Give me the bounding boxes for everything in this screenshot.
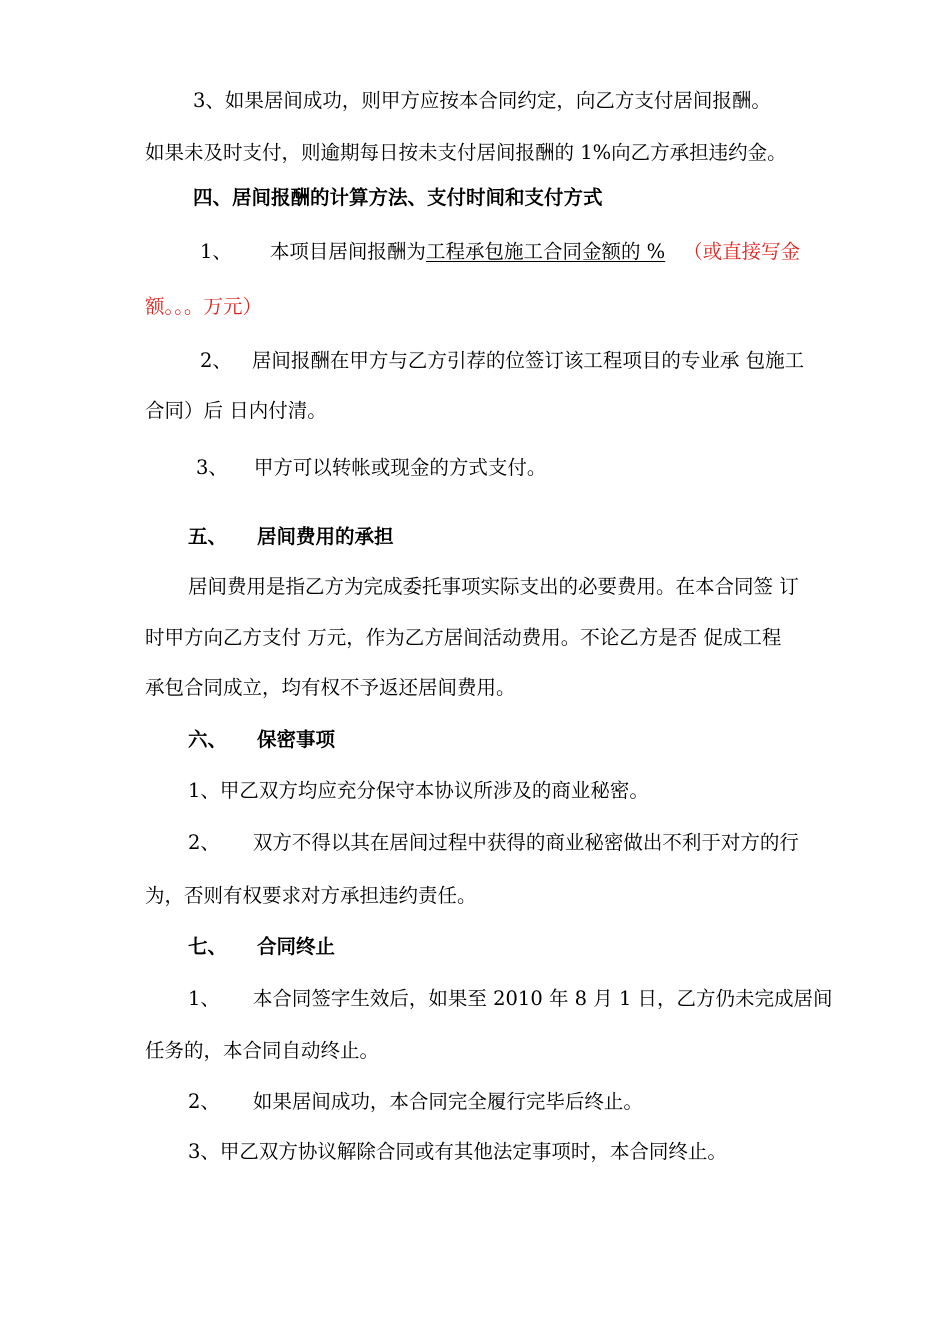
section-5-line-1: 居间费用是指乙方为完成委托事项实际支出的必要费用。在本合同签 订	[188, 575, 799, 598]
section-5-line-2: 时甲方向乙方支付 万元，作为乙方居间活动费用。不论乙方是否 促成工程	[145, 626, 782, 649]
section-4-heading: 四、居间报酬的计算方法、支付时间和支付方式	[193, 186, 603, 209]
red-note: （或直接写金	[683, 240, 801, 263]
section-4-item-3	[196, 458, 546, 478]
item-text: 双方不得以其在居间过程中获得的商业秘密做出不利于对方的行	[252, 831, 799, 854]
section-title: 合同终止	[257, 935, 336, 958]
section-6-item-2-line-2: 为，否则有权要求对方承担违约责任。	[145, 884, 477, 907]
item-text: 如果居间成功，本合同完全履行完毕后终止。	[252, 1090, 643, 1113]
section-4-item-2-line-1	[200, 351, 804, 371]
item-number: 2、	[188, 831, 220, 854]
item-number: 1、	[200, 240, 232, 263]
underlined-blank-field: 工程承包施工合同金额的 %	[425, 240, 666, 263]
section-5-line-3: 承包合同成立，均有权不予返还居间费用。	[145, 676, 516, 699]
section-number: 七、	[188, 935, 228, 958]
clause-3-line-1: 3、如果居间成功，则甲方应按本合同约定，向乙方支付居间报酬。	[193, 89, 771, 112]
section-number: 五、	[188, 525, 228, 548]
item-text: 本项目居间报酬为	[269, 240, 426, 263]
section-number: 六、	[188, 728, 228, 751]
section-6-heading	[188, 730, 335, 750]
item-text: 甲方可以转帐或现金的方式支付。	[253, 456, 547, 479]
clause-3-line-2: 如果未及时支付，则逾期每日按未支付居间报酬的 1%向乙方承担违约金。	[145, 141, 787, 164]
section-4-item-2-line-2: 合同）后 日内付清。	[145, 399, 327, 422]
section-7-heading	[188, 937, 335, 957]
item-number: 3、	[196, 456, 228, 479]
section-5-heading	[188, 527, 394, 547]
section-7-item-1-line-1	[188, 989, 833, 1009]
item-text: 居间报酬在甲方与乙方引荐的位签订该工程项目的专业承 包施工	[251, 349, 805, 372]
section-title: 居间费用的承担	[257, 525, 394, 548]
section-4-item-1-line-1	[200, 242, 800, 262]
item-number: 1、	[188, 987, 220, 1010]
section-7-item-2	[188, 1092, 643, 1112]
section-6-item-1: 1、甲乙双方均应充分保守本协议所涉及的商业秘密。	[188, 779, 649, 802]
section-7-item-1-line-2: 任务的，本合同自动终止。	[145, 1039, 380, 1062]
section-6-item-2-line-1	[188, 833, 799, 853]
item-number: 2、	[188, 1090, 220, 1113]
section-7-item-3: 3、甲乙双方协议解除合同或有其他法定事项时，本合同终止。	[188, 1140, 727, 1163]
item-number: 2、	[200, 349, 232, 372]
section-4-item-1-line-2: 额。。。万元）	[145, 295, 263, 318]
section-title: 保密事项	[257, 728, 336, 751]
item-text: 本合同签字生效后，如果至 2010 年 8 月 1 日，乙方仍未完成居间	[252, 987, 833, 1010]
